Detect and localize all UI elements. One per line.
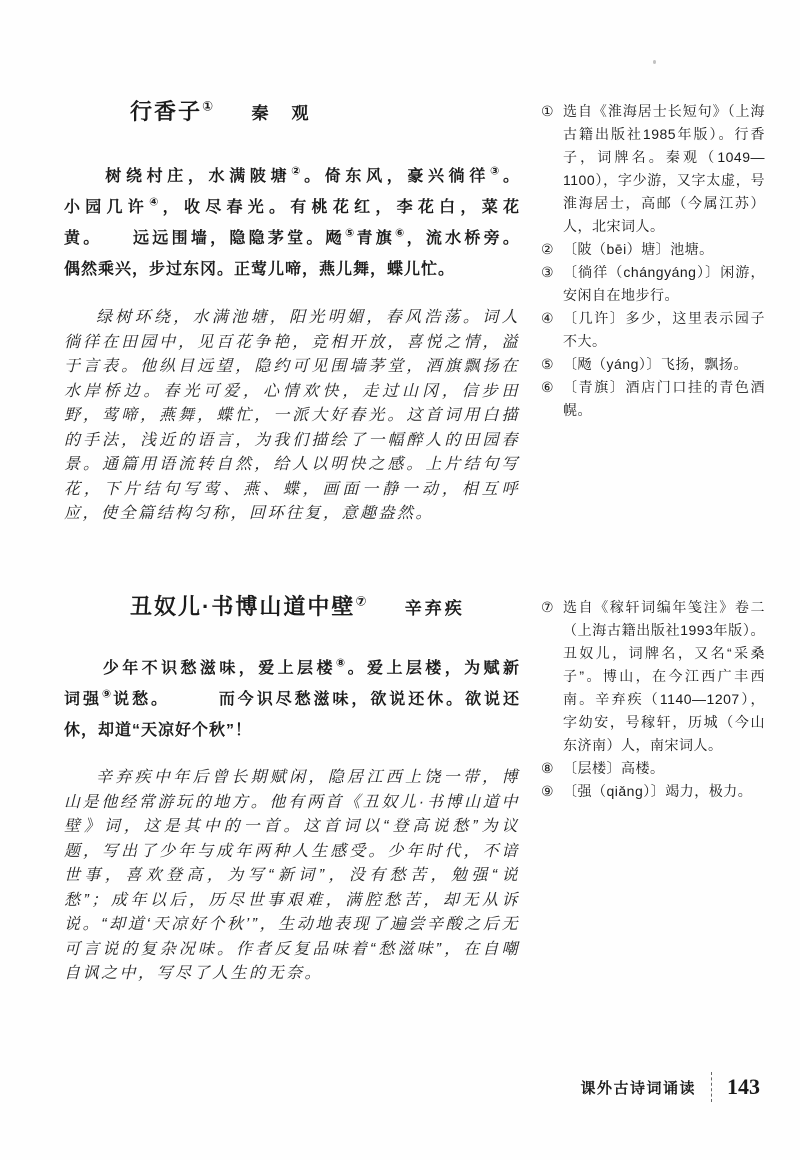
annotation-item [541,353,765,376]
annotation-item [541,307,765,353]
poem2-title-text: 丑奴儿·书博山道中壁 [130,594,356,619]
poem2-title [130,594,366,619]
annotation-item [541,261,765,307]
footer-section-label: 课外古诗词诵读 [580,1079,696,1097]
poem-line: 休，却道“天凉好个秋”！ [64,722,253,739]
annotation-item [541,780,765,803]
poem2-text [64,653,520,746]
poem2-title-row [130,591,465,626]
annotation-item [541,596,765,757]
annotation-ref-1-icon: ① [202,98,214,114]
poem-line: 黄。 远远围墙，隐隐茅堂。飏⑤青旗⑥，流水桥旁。 [64,227,520,247]
poem1-author: 秦 观 [251,104,312,123]
annotation-number: ⑦ [541,599,555,615]
annotation-number: ④ [541,310,555,326]
annotation-number: ⑤ [541,356,555,372]
annotation-text: 〔层楼〕高楼。 [563,760,665,776]
annotation-number: ⑧ [541,760,555,776]
poem1-text [64,161,520,285]
poem-line: 少年不识愁滋味，爱上层楼⑧。爱上层楼，为赋新 [64,657,520,677]
annotation-number: ⑨ [541,783,555,799]
poem1-title-row [130,96,311,131]
poem2-analysis: 辛弃疾中年后曾长期赋闲，隐居江西上饶一带，博山是他经常游玩的地方。他有两首《丑奴儿·书博山道中壁》词，这是其中的一首。这首词以“登高说愁”为议题，写出了少年与成年两种人生感受。少年时代，不谙世事，喜欢登高，为写“新词”，没有愁苦，勉强“说愁”；成年以后，历尽世事艰难，满腔愁苦，却无从诉说。“却道‘天凉好个秋’”，生动地表现了遍尝辛酸之后无可言说的复杂况味。作者反复品味着“愁滋味”，在自嘲自讽之中，写尽了人生的无奈。 [64,769,520,982]
poem-line: 偶然乘兴，步过东冈。正莺儿啼，燕儿舞，蝶儿忙。 [64,261,456,278]
annotation-ref-7-icon: ⑦ [355,593,367,609]
annotation-text: 〔陂（bēi）塘〕池塘。 [563,241,714,257]
scan-speck [653,60,656,64]
annotation-number: ⑥ [541,379,555,395]
annotation-item [541,757,765,780]
footer-divider [711,1072,712,1102]
annotation-number: ② [541,241,555,257]
poem1-title-text: 行香子 [130,99,203,124]
annotation-text: 选自《稼轩词编年笺注》卷二（上海古籍出版社1993年版）。丑奴儿，词牌名，又名“采桑子”。博山，在今江西广丰西南。辛弃疾（1140—1207），字幼安，号稼轩，历城（今山东济南）人，南宋词人。 [563,599,765,753]
annotation-number: ① [541,103,555,119]
annotation-item [541,376,765,422]
poem-line: 树绕村庄，水满陂塘②。倚东风，豪兴徜徉③。 [64,165,520,185]
footer-page-number: 143 [727,1074,760,1099]
poem1-title [130,99,213,124]
annotation-item [541,100,765,238]
poem1-analysis: 绿树环绕，水满池塘，阳光明媚，春风浩荡。词人徜徉在田园中，见百花争艳，竞相开放，喜悦之情，溢于言表。他纵目远望，隐约可见围墙茅堂，酒旗飘扬在水岸桥边。春光可爱，心情欢快，走过山冈，信步田野，莺啼，燕舞，蝶忙，一派大好春光。这首词用白描的手法，浅近的语言，为我们描绘了一幅醉人的田园春景。通篇用语流转自然，给人以明快之感。上片结句写花，下片结句写莺、燕、蝶，画面一静一动，相互呼应，使全篇结构匀称，回环往复，意趣盎然。 [64,309,520,522]
annotation-item [541,238,765,261]
annotation-text: 〔飏（yáng）〕飞扬，飘扬。 [563,356,748,372]
annotations-group1 [541,100,765,422]
annotation-text: 〔徜徉（chángyáng）〕闲游，安闲自在地步行。 [563,264,765,303]
annotations-group2 [541,596,765,803]
annotation-text: 〔强（qiǎng）〕竭力，极力。 [563,783,753,799]
poem-line: 词强⑨说愁。 而今识尽愁滋味，欲说还休。欲说还 [64,688,520,708]
annotation-number: ③ [541,264,555,280]
poem2-author: 辛弃疾 [404,599,465,618]
poem-line: 小园几许④，收尽春光。有桃花红，李花白，菜花 [64,196,520,216]
page-footer [560,1072,760,1102]
annotation-text: 〔青旗〕酒店门口挂的青色酒幌。 [563,379,765,418]
annotation-text: 选自《淮海居士长短句》（上海古籍出版社1985年版）。行香子，词牌名。秦观（1049—1100），字少游，又字太虚，号淮海居士，高邮（今属江苏）人，北宋词人。 [563,103,765,234]
annotation-text: 〔几许〕多少，这里表示园子不大。 [563,310,765,349]
